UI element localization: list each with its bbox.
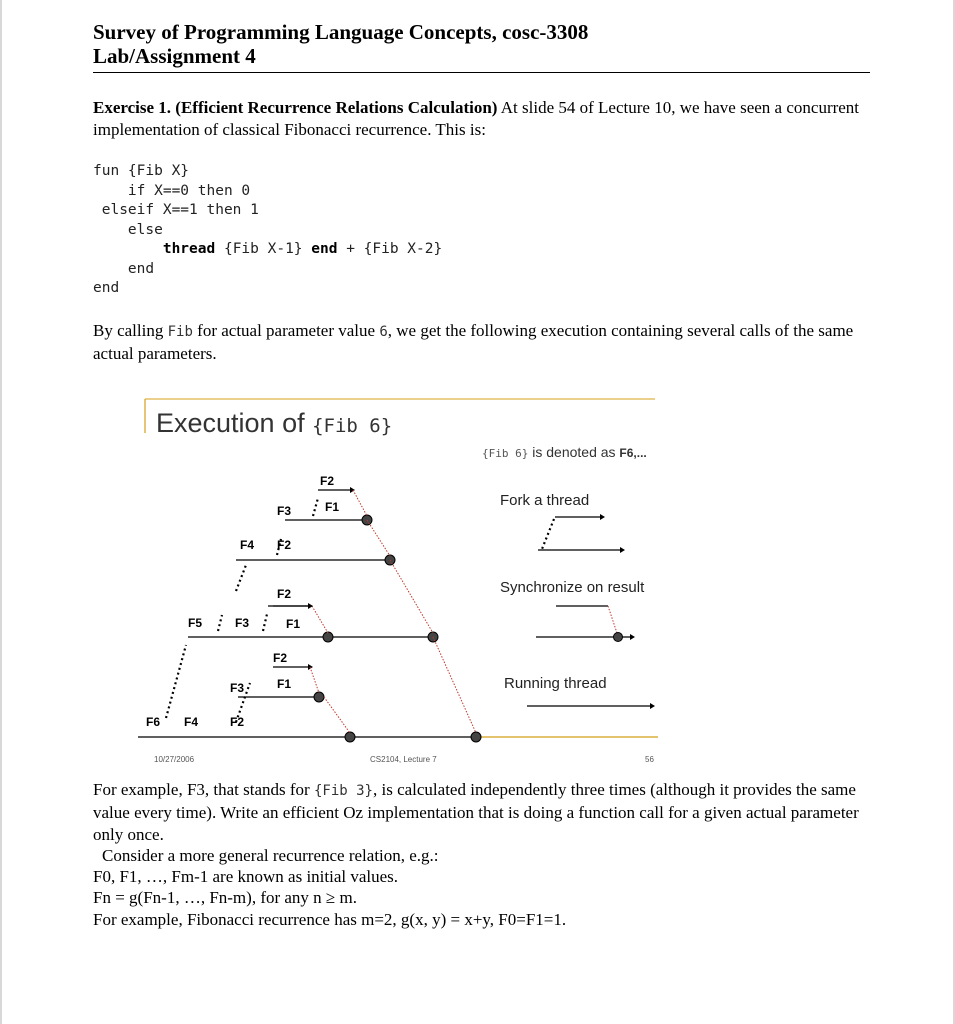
code-line: if X==0 then 0: [93, 182, 251, 199]
execution-figure: [138, 395, 658, 767]
node-label-f2: F2: [320, 474, 335, 488]
legend-sync-node: [614, 633, 623, 642]
fork-dots: [236, 565, 246, 591]
arrowhead: [350, 487, 355, 493]
sync-node: [323, 632, 333, 642]
course-title: Survey of Programming Language Concepts, cosc-3308: [93, 20, 589, 44]
figure-footer-course: CS2104, Lecture 7: [370, 755, 437, 764]
fork-dots: [218, 615, 222, 631]
node-label-f2: F2: [230, 715, 245, 729]
code-block: [93, 162, 442, 299]
calling-text-2: for actual parameter value: [192, 321, 380, 340]
document-header: [93, 20, 588, 68]
legend-sync-arrowhead: [630, 634, 635, 640]
calling-text-1: By calling: [93, 321, 168, 340]
sync-dash: [312, 606, 328, 633]
figure-title: Execution of {Fib 6}: [156, 408, 393, 438]
legend-fork-dots: [542, 519, 554, 549]
initial-values-line: F0, F1, …, Fm-1 are known as initial values.: [93, 867, 399, 886]
example-text-2: , is calculated independently three times (although it provides the same value every time). Write an efficient Oz implementation that is doing a function call for a given actual parameter only once.: [93, 780, 859, 844]
node-label-f6: F6: [146, 715, 161, 729]
node-label-f2: F2: [277, 538, 292, 552]
assignment-title: Lab/Assignment 4: [93, 44, 256, 68]
fork-dots: [263, 614, 267, 631]
fork-dots: [166, 645, 186, 718]
example-text-1: For example, F3, that stands for: [93, 780, 314, 799]
execution-diagram: [138, 395, 658, 767]
node-label-f4: F4: [240, 538, 255, 552]
node-label-f3: F3: [277, 504, 292, 518]
calling-paragraph: [93, 320, 871, 365]
code-line: else: [93, 221, 163, 238]
code-line: fun {Fib X}: [93, 163, 190, 179]
sync-dash: [367, 520, 390, 556]
sync-node: [345, 732, 355, 742]
fork-dots: [313, 498, 318, 516]
arrowhead: [308, 603, 313, 609]
example-code: {Fib 3}: [313, 783, 373, 799]
node-label-f3: F3: [230, 681, 245, 695]
sync-node: [314, 692, 324, 702]
denoted-caption: {Fib 6} is denoted as F6,...: [482, 444, 647, 460]
legend-fork-arrowhead: [600, 514, 605, 520]
node-label-f2: F2: [277, 587, 292, 601]
sync-dash: [390, 560, 433, 633]
legend-fork-label: Fork a thread: [500, 492, 590, 509]
sync-dash: [353, 490, 367, 516]
recurrence-formula-line: Fn = g(Fn-1, …, Fn-m), for any n ≥ m.: [93, 888, 357, 907]
calling-text-3: , we get the following execution containing several calls of the same actual parameters.: [93, 321, 854, 363]
node-label-f1: F1: [277, 677, 292, 691]
page-left-edge: [0, 0, 2, 1024]
example-paragraph: [93, 779, 871, 846]
code-line: thread {Fib X-1} end + {Fib X-2}: [162, 241, 443, 257]
header-rule: [93, 72, 870, 73]
code-line: end: [93, 280, 120, 296]
legend-fork-line-arrowhead: [620, 547, 625, 553]
calling-value: 6: [379, 324, 388, 340]
sync-node: [471, 732, 481, 742]
sync-dash: [433, 637, 476, 733]
exercise-intro: At slide 54 of Lecture 10, we have seen a concurrent implementation of classical Fibonacci recurrence. This is:: [93, 98, 860, 139]
legend-sync-dash: [608, 606, 618, 636]
node-label-f4: F4: [184, 715, 199, 729]
sync-dash: [324, 697, 350, 733]
exercise-paragraph: [93, 97, 871, 141]
figure-footer-date: 10/27/2006: [154, 755, 195, 764]
legend-sync-label: Synchronize on result: [500, 579, 645, 596]
calling-fn: Fib: [167, 324, 193, 340]
general-recurrence-line: Consider a more general recurrence relation, e.g.:: [102, 846, 439, 865]
sync-dash: [310, 667, 319, 693]
legend-running-label: Running thread: [504, 675, 607, 692]
code-line: end: [93, 260, 155, 277]
node-label-f3: F3: [235, 616, 250, 630]
figure-footer-page: 56: [645, 755, 654, 764]
node-label-f1: F1: [286, 617, 301, 631]
node-label-f5: F5: [188, 616, 203, 630]
fibonacci-example-line: For example, Fibonacci recurrence has m=2, g(x, y) = x+y, F0=F1=1.: [93, 910, 567, 929]
node-label-f1: F1: [325, 500, 340, 514]
code-line: elseif X==1 then 1: [93, 202, 259, 218]
legend-running-arrowhead: [650, 703, 655, 709]
exercise-heading: Exercise 1. (Efficient Recurrence Relations Calculation): [93, 98, 498, 117]
node-label-f2: F2: [273, 651, 288, 665]
